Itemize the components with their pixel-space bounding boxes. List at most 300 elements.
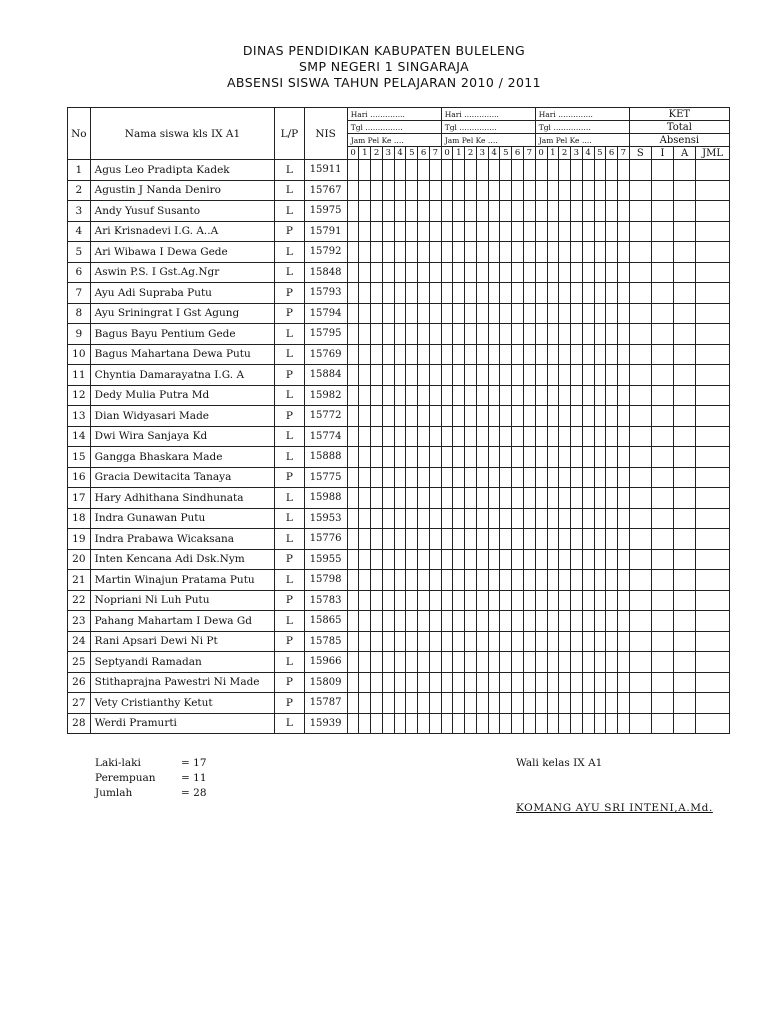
attendance-cell (476, 344, 488, 365)
attendance-cell (606, 385, 618, 406)
attendance-cell (512, 693, 524, 714)
attendance-cell (606, 426, 618, 447)
attendance-cell (394, 426, 406, 447)
student-number: 21 (68, 570, 91, 591)
attendance-cell (394, 570, 406, 591)
period-header: 5 (406, 147, 418, 160)
day-2-tgl: Tgl …………… (441, 121, 535, 134)
attendance-cell (382, 590, 394, 611)
attendance-cell (571, 693, 583, 714)
attendance-cell (696, 160, 730, 181)
attendance-cell (347, 549, 359, 570)
attendance-cell (488, 611, 500, 632)
attendance-cell (476, 529, 488, 550)
attendance-cell (406, 324, 418, 345)
student-name: Stithaprajna Pawestri Ni Made (90, 672, 275, 693)
attendance-cell (559, 529, 571, 550)
attendance-cell (406, 631, 418, 652)
attendance-cell (500, 529, 512, 550)
attendance-cell (418, 385, 430, 406)
attendance-cell (382, 467, 394, 488)
attendance-cell (523, 570, 535, 591)
attendance-cell (535, 488, 547, 509)
attendance-cell (594, 713, 606, 734)
student-gender: L (275, 201, 304, 222)
attendance-cell (359, 508, 371, 529)
student-gender: L (275, 570, 304, 591)
student-row (68, 652, 730, 673)
summary-female: Perempuan = 11 (95, 772, 207, 784)
attendance-cell (382, 242, 394, 263)
student-nis: 15966 (304, 652, 347, 673)
attendance-cell (594, 447, 606, 468)
attendance-cell (535, 201, 547, 222)
attendance-cell (512, 467, 524, 488)
attendance-cell (559, 262, 571, 283)
attendance-cell (523, 160, 535, 181)
student-gender: P (275, 406, 304, 427)
attendance-cell (523, 549, 535, 570)
student-gender: L (275, 262, 304, 283)
day-2-hari: Hari ………….. (441, 108, 535, 121)
attendance-cell (418, 221, 430, 242)
attendance-cell (500, 201, 512, 222)
attendance-cell (651, 488, 673, 509)
attendance-cell (500, 303, 512, 324)
attendance-cell (406, 283, 418, 304)
attendance-cell (382, 160, 394, 181)
attendance-cell (512, 262, 524, 283)
student-row (68, 242, 730, 263)
attendance-cell (535, 242, 547, 263)
attendance-cell (371, 508, 383, 529)
attendance-cell (674, 303, 696, 324)
attendance-cell (512, 201, 524, 222)
student-name: Dian Widyasari Made (90, 406, 275, 427)
attendance-cell (394, 549, 406, 570)
attendance-cell (500, 467, 512, 488)
attendance-cell (406, 406, 418, 427)
attendance-cell (429, 611, 441, 632)
attendance-cell (571, 426, 583, 447)
attendance-cell (382, 344, 394, 365)
attendance-cell (594, 365, 606, 386)
attendance-cell (359, 549, 371, 570)
attendance-cell (559, 570, 571, 591)
student-nis: 15939 (304, 713, 347, 734)
attendance-cell (382, 611, 394, 632)
attendance-cell (696, 242, 730, 263)
attendance-cell (571, 201, 583, 222)
attendance-cell (512, 488, 524, 509)
attendance-cell (512, 324, 524, 345)
attendance-cell (606, 611, 618, 632)
attendance-cell (441, 160, 453, 181)
attendance-cell (582, 508, 594, 529)
attendance-cell (696, 508, 730, 529)
attendance-cell (441, 221, 453, 242)
period-header: 2 (559, 147, 571, 160)
attendance-cell (465, 406, 477, 427)
attendance-cell (512, 426, 524, 447)
attendance-cell (488, 324, 500, 345)
attendance-cell (453, 447, 465, 468)
day-3-hari: Hari ………….. (535, 108, 629, 121)
attendance-cell (371, 365, 383, 386)
attendance-cell (594, 590, 606, 611)
attendance-cell (535, 549, 547, 570)
attendance-cell (347, 672, 359, 693)
period-header: 7 (618, 147, 630, 160)
attendance-cell (429, 180, 441, 201)
attendance-cell (418, 467, 430, 488)
attendance-cell (606, 365, 618, 386)
attendance-cell (582, 406, 594, 427)
summary-total: Jumlah = 28 (95, 787, 207, 799)
attendance-cell (606, 672, 618, 693)
attendance-cell (488, 652, 500, 673)
attendance-cell (629, 201, 651, 222)
attendance-cell (629, 447, 651, 468)
attendance-cell (674, 549, 696, 570)
student-nis: 15988 (304, 488, 347, 509)
attendance-table (67, 107, 730, 734)
attendance-cell (441, 180, 453, 201)
attendance-cell (606, 221, 618, 242)
attendance-cell (429, 385, 441, 406)
attendance-cell (512, 508, 524, 529)
student-nis: 15888 (304, 447, 347, 468)
absence-category-header: A (674, 147, 696, 160)
attendance-cell (488, 406, 500, 427)
attendance-cell (696, 488, 730, 509)
attendance-cell (594, 570, 606, 591)
attendance-cell (523, 631, 535, 652)
attendance-cell (371, 447, 383, 468)
day-3-jam: Jam Pel Ke …. (535, 134, 629, 147)
student-number: 17 (68, 488, 91, 509)
attendance-cell (465, 221, 477, 242)
attendance-cell (523, 611, 535, 632)
student-row (68, 447, 730, 468)
attendance-cell (465, 611, 477, 632)
col-name-header: Nama siswa kls IX A1 (90, 108, 275, 160)
attendance-cell (512, 529, 524, 550)
attendance-cell (441, 201, 453, 222)
attendance-cell (382, 180, 394, 201)
attendance-cell (465, 488, 477, 509)
attendance-cell (651, 713, 673, 734)
attendance-cell (559, 303, 571, 324)
attendance-cell (606, 406, 618, 427)
attendance-cell (382, 283, 394, 304)
attendance-cell (512, 652, 524, 673)
attendance-cell (651, 385, 673, 406)
attendance-cell (535, 365, 547, 386)
attendance-cell (559, 508, 571, 529)
attendance-cell (547, 488, 559, 509)
attendance-cell (547, 426, 559, 447)
attendance-cell (512, 160, 524, 181)
attendance-cell (559, 365, 571, 386)
student-gender: L (275, 611, 304, 632)
attendance-cell (359, 221, 371, 242)
attendance-cell (523, 283, 535, 304)
attendance-cell (488, 508, 500, 529)
attendance-cell (394, 611, 406, 632)
attendance-cell (547, 344, 559, 365)
student-gender: P (275, 693, 304, 714)
attendance-cell (651, 549, 673, 570)
day-1-tgl: Tgl …………… (347, 121, 441, 134)
attendance-cell (606, 631, 618, 652)
student-number: 16 (68, 467, 91, 488)
attendance-cell (571, 221, 583, 242)
attendance-cell (523, 652, 535, 673)
student-name: Dwi Wira Sanjaya Kd (90, 426, 275, 447)
student-row (68, 180, 730, 201)
student-nis: 15795 (304, 324, 347, 345)
attendance-cell (359, 611, 371, 632)
student-name: Andy Yusuf Susanto (90, 201, 275, 222)
attendance-cell (347, 365, 359, 386)
attendance-cell (371, 406, 383, 427)
attendance-cell (465, 344, 477, 365)
student-gender: P (275, 549, 304, 570)
attendance-cell (606, 693, 618, 714)
student-row (68, 426, 730, 447)
attendance-cell (571, 508, 583, 529)
attendance-cell (535, 713, 547, 734)
attendance-cell (406, 713, 418, 734)
attendance-cell (453, 385, 465, 406)
attendance-cell (629, 570, 651, 591)
attendance-cell (547, 611, 559, 632)
attendance-cell (406, 570, 418, 591)
attendance-cell (571, 672, 583, 693)
attendance-cell (465, 365, 477, 386)
attendance-cell (488, 160, 500, 181)
attendance-cell (371, 467, 383, 488)
student-name: Agustin J Nanda Deniro (90, 180, 275, 201)
attendance-cell (371, 324, 383, 345)
attendance-cell (535, 447, 547, 468)
attendance-cell (394, 242, 406, 263)
student-row (68, 488, 730, 509)
attendance-cell (359, 693, 371, 714)
student-gender: P (275, 590, 304, 611)
attendance-cell (500, 447, 512, 468)
student-row (68, 344, 730, 365)
student-number: 9 (68, 324, 91, 345)
attendance-cell (606, 713, 618, 734)
attendance-cell (488, 385, 500, 406)
attendance-cell (394, 160, 406, 181)
attendance-cell (371, 631, 383, 652)
attendance-cell (441, 611, 453, 632)
attendance-cell (651, 201, 673, 222)
attendance-cell (500, 508, 512, 529)
student-row (68, 365, 730, 386)
attendance-cell (418, 488, 430, 509)
attendance-cell (347, 303, 359, 324)
attendance-cell (476, 590, 488, 611)
attendance-cell (394, 508, 406, 529)
student-nis: 15776 (304, 529, 347, 550)
student-nis: 15769 (304, 344, 347, 365)
attendance-cell (371, 160, 383, 181)
student-number: 26 (68, 672, 91, 693)
attendance-cell (465, 713, 477, 734)
attendance-cell (547, 180, 559, 201)
student-name: Aswin P.S. I Gst.Ag.Ngr (90, 262, 275, 283)
student-number: 4 (68, 221, 91, 242)
attendance-cell (488, 467, 500, 488)
day-3-tgl: Tgl …………… (535, 121, 629, 134)
attendance-cell (523, 406, 535, 427)
attendance-cell (441, 590, 453, 611)
attendance-cell (465, 652, 477, 673)
attendance-cell (606, 590, 618, 611)
attendance-cell (606, 283, 618, 304)
attendance-cell (594, 488, 606, 509)
attendance-cell (571, 303, 583, 324)
attendance-cell (418, 631, 430, 652)
attendance-cell (441, 713, 453, 734)
attendance-cell (547, 242, 559, 263)
attendance-cell (371, 529, 383, 550)
attendance-cell (394, 672, 406, 693)
attendance-cell (696, 344, 730, 365)
attendance-cell (500, 488, 512, 509)
attendance-cell (453, 160, 465, 181)
attendance-cell (674, 160, 696, 181)
attendance-cell (406, 426, 418, 447)
attendance-cell (371, 283, 383, 304)
attendance-cell (476, 631, 488, 652)
student-row (68, 303, 730, 324)
attendance-cell (674, 631, 696, 652)
attendance-cell (453, 693, 465, 714)
attendance-cell (582, 303, 594, 324)
attendance-cell (535, 570, 547, 591)
attendance-cell (500, 549, 512, 570)
attendance-cell (453, 262, 465, 283)
attendance-cell (535, 631, 547, 652)
attendance-cell (618, 447, 630, 468)
student-name: Vety Cristianthy Ketut (90, 693, 275, 714)
attendance-cell (347, 570, 359, 591)
attendance-cell (571, 406, 583, 427)
attendance-cell (629, 672, 651, 693)
attendance-cell (606, 242, 618, 263)
student-name: Bagus Mahartana Dewa Putu (90, 344, 275, 365)
attendance-cell (476, 160, 488, 181)
attendance-cell (394, 529, 406, 550)
attendance-cell (594, 201, 606, 222)
attendance-cell (371, 672, 383, 693)
student-nis: 15787 (304, 693, 347, 714)
col-nis-header: NIS (304, 108, 347, 160)
attendance-cell (476, 324, 488, 345)
attendance-cell (488, 242, 500, 263)
attendance-cell (406, 508, 418, 529)
attendance-cell (359, 324, 371, 345)
attendance-cell (394, 385, 406, 406)
student-gender: L (275, 508, 304, 529)
attendance-cell (382, 529, 394, 550)
attendance-cell (500, 242, 512, 263)
attendance-cell (651, 283, 673, 304)
attendance-cell (347, 242, 359, 263)
attendance-cell (429, 488, 441, 509)
student-row (68, 529, 730, 550)
attendance-cell (371, 303, 383, 324)
student-name: Bagus Bayu Pentium Gede (90, 324, 275, 345)
student-number: 12 (68, 385, 91, 406)
attendance-cell (594, 242, 606, 263)
attendance-cell (453, 242, 465, 263)
attendance-cell (394, 262, 406, 283)
attendance-cell (523, 713, 535, 734)
total-header: Total (629, 121, 729, 134)
attendance-cell (651, 160, 673, 181)
attendance-cell (559, 549, 571, 570)
attendance-cell (359, 303, 371, 324)
period-header: 7 (429, 147, 441, 160)
student-number: 11 (68, 365, 91, 386)
student-row (68, 221, 730, 242)
attendance-cell (594, 549, 606, 570)
student-gender: P (275, 631, 304, 652)
attendance-cell (696, 590, 730, 611)
attendance-cell (696, 713, 730, 734)
attendance-cell (394, 201, 406, 222)
attendance-cell (547, 508, 559, 529)
attendance-cell (512, 221, 524, 242)
attendance-cell (696, 529, 730, 550)
attendance-cell (465, 242, 477, 263)
student-gender: P (275, 221, 304, 242)
student-nis: 15785 (304, 631, 347, 652)
student-number: 19 (68, 529, 91, 550)
attendance-cell (512, 631, 524, 652)
attendance-cell (418, 672, 430, 693)
attendance-cell (465, 160, 477, 181)
student-number: 22 (68, 590, 91, 611)
attendance-cell (488, 713, 500, 734)
attendance-cell (559, 631, 571, 652)
attendance-cell (500, 426, 512, 447)
student-row (68, 406, 730, 427)
attendance-cell (571, 242, 583, 263)
attendance-cell (429, 303, 441, 324)
student-row (68, 262, 730, 283)
attendance-cell (651, 529, 673, 550)
attendance-cell (582, 221, 594, 242)
attendance-cell (559, 406, 571, 427)
attendance-cell (371, 713, 383, 734)
attendance-cell (512, 570, 524, 591)
attendance-cell (674, 221, 696, 242)
attendance-cell (523, 467, 535, 488)
attendance-cell (429, 467, 441, 488)
student-name: Hary Adhithana Sindhunata (90, 488, 275, 509)
attendance-cell (618, 529, 630, 550)
attendance-cell (606, 529, 618, 550)
attendance-cell (488, 631, 500, 652)
attendance-cell (535, 529, 547, 550)
